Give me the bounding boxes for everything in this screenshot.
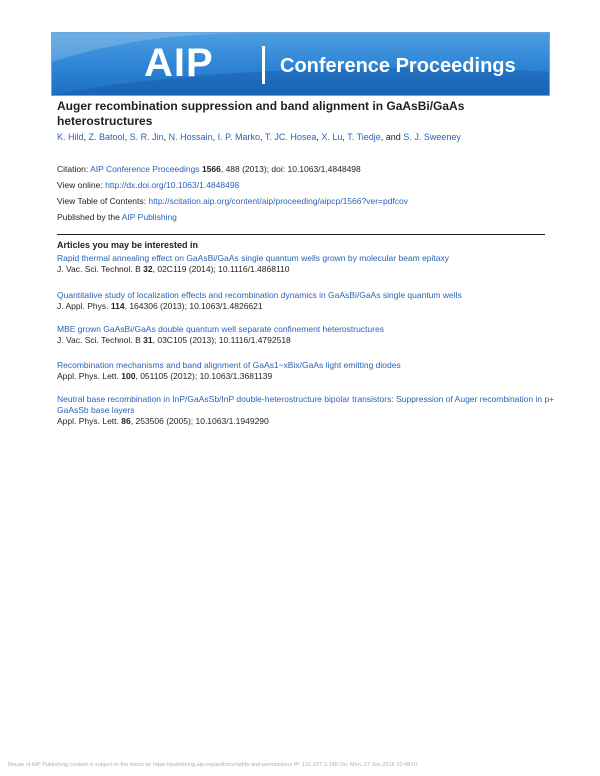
- related-article-citation: J. Vac. Sci. Technol. B 32, 02C119 (2014); 10.1116/1.4868110: [57, 264, 290, 274]
- related-article-citation: Appl. Phys. Lett. 100, 051105 (2012); 10.1063/1.3681139: [57, 371, 273, 381]
- publisher-link[interactable]: AIP Publishing: [121, 212, 177, 222]
- citation-label: Citation:: [57, 164, 89, 174]
- banner-divider: [262, 46, 265, 84]
- author-link[interactable]: X. Lu: [321, 132, 343, 142]
- author-link[interactable]: Z. Batool: [88, 132, 125, 142]
- related-article: [57, 394, 557, 427]
- related-article: [57, 253, 557, 275]
- view-online-line: [57, 179, 239, 191]
- citation-line: [57, 163, 361, 175]
- related-article-title-link[interactable]: MBE grown GaAsBi/GaAs double quantum well separate confinement heterostructures: [57, 324, 384, 334]
- author-link[interactable]: T. Tiedje: [347, 132, 381, 142]
- author-link[interactable]: I. P. Marko: [217, 132, 260, 142]
- related-article-citation: J. Vac. Sci. Technol. B 31, 03C105 (2013); 10.1116/1.4792518: [57, 335, 291, 345]
- aip-logo: AIP: [144, 41, 214, 85]
- author-link[interactable]: K. Hild: [57, 132, 84, 142]
- author-link[interactable]: S. R. Jin: [129, 132, 164, 142]
- citation-journal-link[interactable]: AIP Conference Proceedings: [90, 164, 200, 174]
- citation-volume: 1566: [201, 164, 221, 174]
- toc-line: [57, 195, 408, 207]
- related-article-citation: Appl. Phys. Lett. 86, 253506 (2005); 10.1063/1.1949290: [57, 416, 269, 426]
- related-article: [57, 360, 557, 382]
- author-link[interactable]: T. JC. Hosea: [264, 132, 317, 142]
- view-online-link[interactable]: http://dx.doi.org/10.1063/1.4848498: [105, 180, 240, 190]
- paper-title: Auger recombination suppression and band alignment in GaAsBi/GaAs heterostructures: [57, 99, 465, 128]
- related-article: [57, 290, 557, 312]
- author-link[interactable]: S. J. Sweeney: [403, 132, 461, 142]
- author-list: K. Hild, Z. Batool, S. R. Jin, N. Hossain, I. P. Marko, T. JC. Hosea, X. Lu, T. Tiedje, and S. J. Sweeney: [57, 132, 461, 142]
- publisher-line: [57, 211, 177, 223]
- related-article-title-link[interactable]: Quantitative study of localization effects and recombination dynamics in GaAsBi/GaAs single quantum wells: [57, 290, 462, 300]
- toc-link[interactable]: http://scitation.aip.org/content/aip/proceeding/aipcp/1566?ver=pdfcov: [148, 196, 409, 206]
- journal-banner[interactable]: [51, 32, 550, 96]
- related-article-citation: J. Appl. Phys. 114, 164306 (2013); 10.1063/1.4826621: [57, 301, 263, 311]
- author-link[interactable]: N. Hossain: [168, 132, 213, 142]
- section-divider: [57, 234, 545, 235]
- published-label: Published by the: [57, 212, 120, 222]
- banner-product-name: Conference Proceedings: [280, 55, 516, 77]
- view-online-label: View online:: [57, 180, 103, 190]
- related-article-title-link[interactable]: Rapid thermal annealing effect on GaAsBi/GaAs single quantum wells grown by molecular beam epitaxy: [57, 253, 449, 263]
- related-articles-heading: Articles you may be interested in: [57, 240, 199, 250]
- citation-details: , 488 (2013); doi: 10.1063/1.4848498: [220, 164, 361, 174]
- reuse-notice-footer: Reuse of AIP Publishing content is subject to the terms at: https://publishing.aip.org/authors/rights-and-permissions IP: 131.227.3.145 On: Mon, 27 Jun 2016 10:49:07: [8, 762, 419, 768]
- related-article-title-link[interactable]: Recombination mechanisms and band alignment of GaAs1−xBix/GaAs light emitting diodes: [57, 360, 401, 370]
- related-article: [57, 324, 557, 346]
- related-article-title-link[interactable]: Neutral base recombination in InP/GaAsSb/InP double-heterostructure bipolar transistors: Suppression of Auger recombination in p+ GaAsSb base layers: [57, 394, 555, 415]
- toc-label: View Table of Contents:: [57, 196, 146, 206]
